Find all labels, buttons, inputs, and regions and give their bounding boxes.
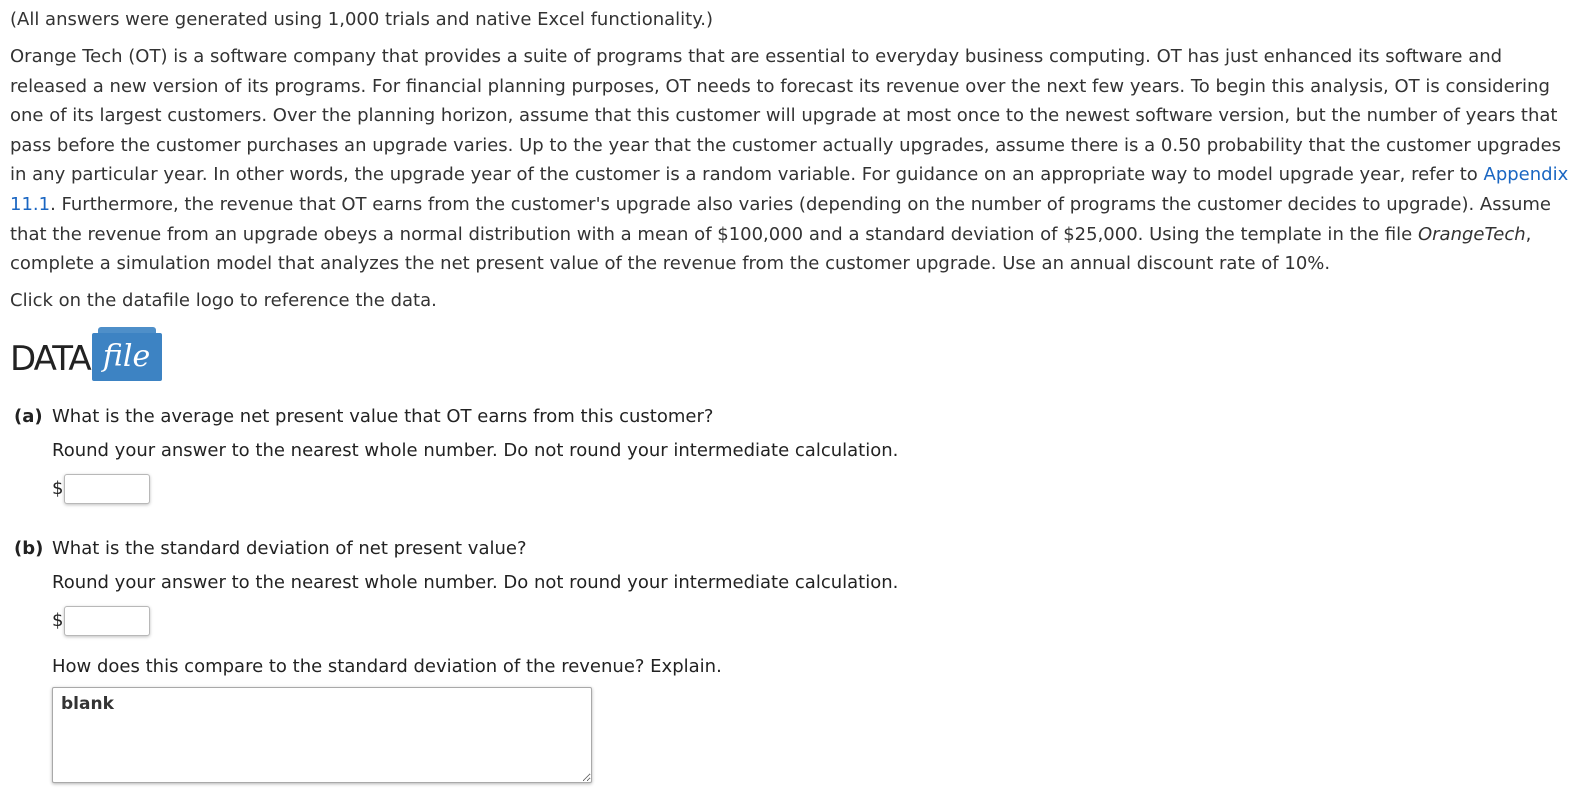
question-b-instruction: Round your answer to the nearest whole number. Do not round your intermediate calculation. — [52, 571, 899, 593]
file-name: OrangeTech — [1417, 223, 1526, 245]
trial-note: (All answers were generated using 1,000 trials and native Excel functionality.) — [10, 9, 714, 30]
question-a-instruction: Round your answer to the nearest whole number. Do not round your intermediate calculation. — [52, 439, 899, 461]
question-a — [14, 403, 1582, 507]
answer-b-input[interactable] — [64, 606, 150, 636]
question-a-answer-row — [52, 471, 1582, 507]
appendix-link[interactable]: Appendix 11.1 — [10, 164, 1569, 215]
explanation-textarea[interactable] — [52, 687, 592, 783]
datafile-logo-file-text: file — [92, 333, 162, 381]
question-b-followup: How does this compare to the standard deviation of the revenue? Explain. — [52, 655, 722, 677]
question-b — [14, 535, 1582, 788]
intro-text-part2: . Furthermore, the revenue that OT earns from the customer's upgrade also varies (depending on the number of programs the customer decides to upgrade). Assume that the revenue from an upgrade obeys a normal distribution with a mean of $100,000 and a standard deviation of $25,000. Using the template in the file — [10, 193, 1551, 245]
datafile-instruction: Click on the datafile logo to reference the data. — [10, 289, 437, 311]
intro-text-part1: Orange Tech (OT) is a software company that provides a suite of programs that are essential to everyday business computing. OT has just enhanced its software and released a new version of its programs. For financial planning purposes, OT needs to forecast its revenue over the next few years. To begin this analysis, OT is considering one of its largest customers. Over the planning horizon, assume that this customer will upgrade at most once to the newest software version, but the number of years that pass before the customer purchases an upgrade varies. Up to the year that the customer actually upgrades, assume there is a 0.50 probability that the customer upgrades in any particular year. In other words, the upgrade year of the customer is a random variable. For guidance on an appropriate way to model upgrade year, refer to — [10, 46, 1562, 186]
question-a-letter: (a) — [14, 405, 43, 427]
answer-a-input[interactable] — [64, 474, 150, 504]
intro-text-part3: , complete a simulation model that analyzes the net present value of the revenue from the customer upgrade. Use an annual discount rate of 10%. — [10, 223, 1532, 275]
question-b-text: What is the standard deviation of net present value? — [52, 537, 527, 559]
question-b-letter: (b) — [14, 537, 44, 559]
datafile-logo-button[interactable] — [10, 327, 162, 383]
problem-description — [10, 42, 1582, 279]
question-b-answer-row — [52, 603, 1582, 639]
question-a-text: What is the average net present value that OT earns from this customer? — [52, 405, 714, 427]
dollar-sign: $ — [52, 478, 64, 500]
folder-icon — [92, 327, 162, 383]
dollar-sign: $ — [52, 610, 64, 632]
datafile-logo-data-text: DATA — [10, 338, 90, 379]
